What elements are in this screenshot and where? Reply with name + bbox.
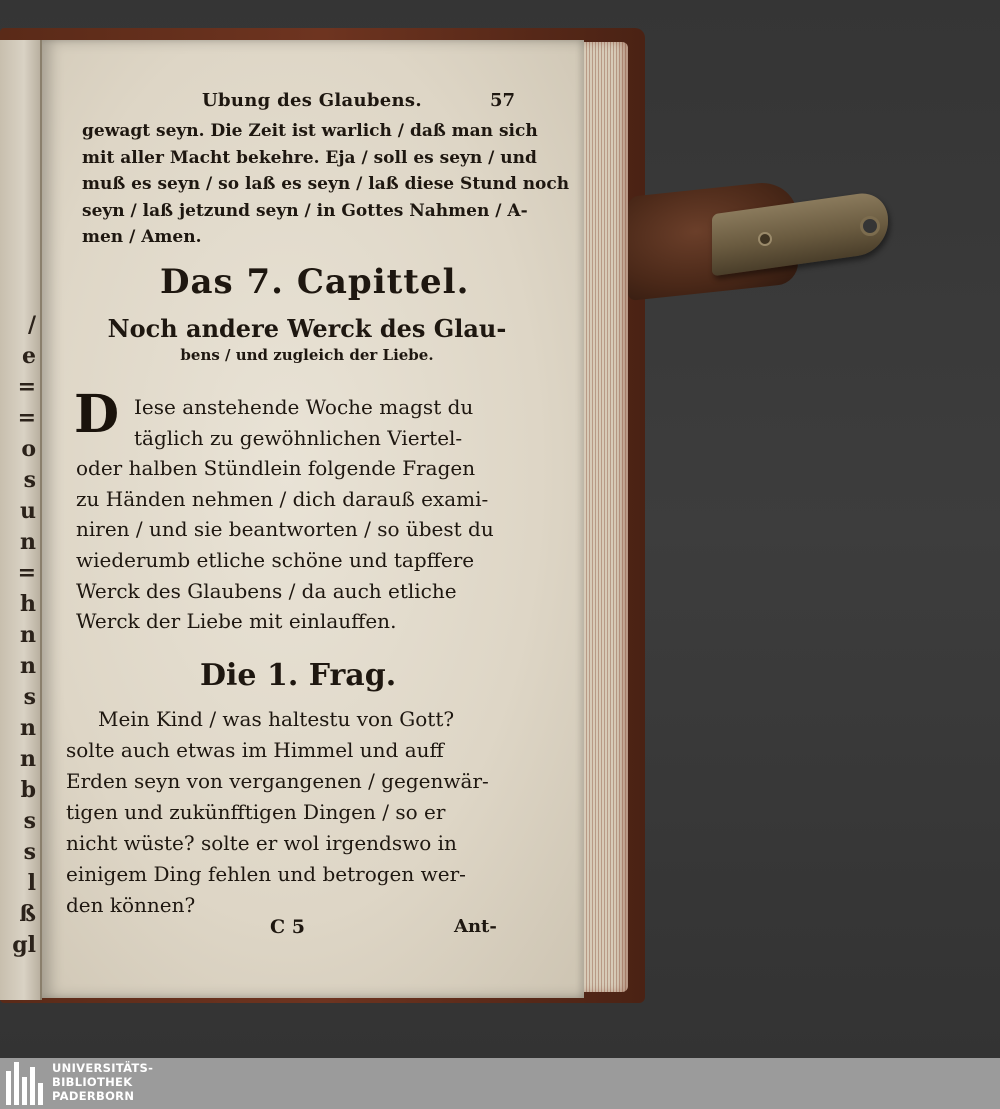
- margin-char: n: [20, 746, 36, 772]
- margin-char: n: [20, 653, 36, 679]
- library-name-line: UNIVERSITÄTS-: [52, 1061, 154, 1075]
- margin-char: h: [20, 591, 36, 617]
- catchword: Ant-: [454, 916, 497, 937]
- library-name: [52, 1061, 153, 1103]
- text-line: den können?: [66, 893, 196, 917]
- margin-char: n: [20, 715, 36, 741]
- text-line: nicht wüste? solte er wol irgendswo in: [66, 831, 457, 855]
- chapter-subtitle-line2: bens / und zugleich der Liebe.: [180, 346, 434, 364]
- margin-char: u: [20, 498, 36, 524]
- text-line: täglich zu gewöhnlichen Viertel-: [134, 425, 463, 450]
- margin-char: s: [23, 467, 36, 493]
- margin-char: /: [27, 312, 36, 338]
- text-line: zu Händen nehmen / dich darauß exami-: [76, 486, 489, 511]
- margin-char: l: [27, 870, 36, 896]
- margin-char: s: [23, 839, 36, 865]
- text-line: Werck des Glaubens / da auch etliche: [76, 578, 457, 603]
- margin-char: s: [23, 808, 36, 834]
- margin-char: =: [17, 560, 36, 586]
- text-line: seyn / laß jetzund seyn / in Gottes Nahmen / A-: [82, 200, 528, 221]
- text-line: mit aller Macht bekehre. Eja / soll es seyn / und: [82, 147, 537, 168]
- library-logo-icon: [6, 1062, 44, 1105]
- left-page-edge: [0, 40, 42, 1000]
- margin-char: =: [17, 374, 36, 400]
- chapter-title: Das 7. Capittel.: [160, 262, 470, 302]
- margin-char: n: [20, 622, 36, 648]
- question-title: Die 1. Frag.: [200, 658, 397, 693]
- text-line: wiederumb etliche schöne und tapffere: [76, 547, 475, 572]
- text-line: oder halben Stündlein folgende Fragen: [76, 456, 476, 481]
- page-edges: [578, 42, 628, 992]
- text-line: Erden seyn von vergangenen / gegenwär-: [66, 769, 489, 793]
- text-line: Iese anstehende Woche magst du: [134, 395, 474, 419]
- text-line: muß es seyn / so laß es seyn / laß diese Stund noch: [82, 174, 570, 194]
- text-line: Mein Kind / was haltestu von Gott?: [98, 707, 455, 731]
- right-page: [42, 40, 584, 998]
- library-name-line: BIBLIOTHEK: [52, 1075, 133, 1089]
- text-line: gewagt seyn. Die Zeit ist warlich / daß man sich: [82, 121, 538, 141]
- margin-char: gl: [12, 932, 36, 958]
- text-line: tigen und zukünfftigen Dingen / so er: [66, 800, 446, 824]
- page-number: 57: [490, 90, 516, 111]
- question-paragraph: [66, 704, 518, 921]
- text-line: niren / und sie beantworten / so übest du: [76, 517, 494, 542]
- margin-char: b: [20, 777, 36, 803]
- left-page-margin-chars: [6, 310, 36, 961]
- chapter-subtitle-line1: Noch andere Werck des Glau-: [107, 314, 507, 343]
- library-name-line: PADERBORN: [52, 1089, 135, 1103]
- text-line: men / Amen.: [82, 227, 202, 247]
- margin-char: o: [21, 436, 36, 462]
- top-text-block: [82, 118, 570, 251]
- margin-char: e: [22, 343, 36, 369]
- margin-char: s: [23, 684, 36, 710]
- body-paragraph: [76, 392, 516, 637]
- clasp-hole: [860, 216, 880, 236]
- text-line: einigem Ding fehlen und betrogen wer-: [66, 862, 466, 886]
- drop-cap: D: [74, 384, 120, 445]
- text-line: solte auch etwas im Himmel und auff: [66, 738, 444, 762]
- chapter-subtitle: [92, 314, 522, 366]
- text-line: Werck der Liebe mit einlauffen.: [76, 609, 397, 634]
- signature-mark: C 5: [270, 916, 305, 938]
- footer-bar: [0, 1058, 1000, 1109]
- clasp-rivet: [758, 232, 772, 246]
- margin-char: n: [20, 529, 36, 555]
- margin-char: ß: [19, 901, 36, 927]
- margin-char: =: [17, 405, 36, 431]
- running-head: Ubung des Glaubens.: [202, 90, 422, 111]
